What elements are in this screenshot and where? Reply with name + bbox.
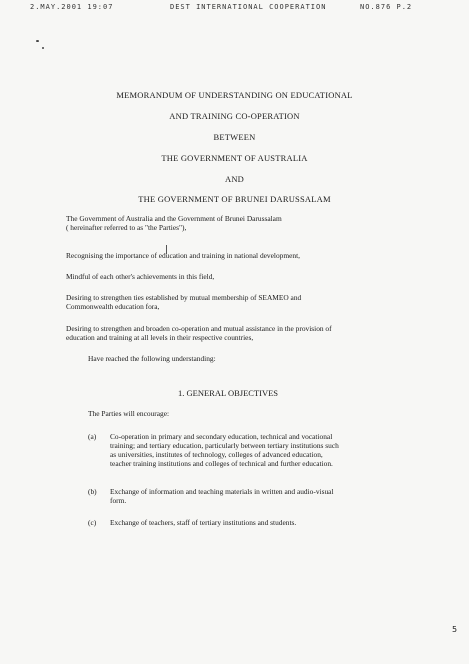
list-item: [110, 432, 406, 468]
preamble-parties: [66, 214, 396, 232]
text-line: Have reached the following understanding:: [88, 354, 216, 363]
title-line: THE GOVERNMENT OF BRUNEI DARUSSALAM: [138, 194, 331, 204]
text-line: Mindful of each other's achievements in this field,: [66, 272, 215, 281]
scan-speck: [36, 40, 39, 42]
text-line: Desiring to strengthen and broaden co-operation and mutual assistance in the provision of: [66, 324, 332, 333]
title-line: AND TRAINING CO-OPERATION: [169, 111, 300, 121]
preamble-desiring-cooperation: [66, 324, 406, 342]
title-line: MEMORANDUM OF UNDERSTANDING ON EDUCATIONAL: [116, 90, 353, 100]
text-line: The Parties will encourage:: [88, 409, 170, 418]
title-line: AND: [224, 174, 244, 184]
preamble-mindful: [66, 272, 396, 281]
text-line: training; and tertiary education, particularly between tertiary institutions such: [110, 441, 339, 450]
title-line: THE GOVERNMENT OF AUSTRALIA: [161, 153, 308, 163]
text-line: Co-operation in primary and secondary education, technical and vocational: [110, 432, 333, 441]
text-line: Exchange of information and teaching materials in written and audio-visual: [110, 487, 334, 496]
text-line: Recognising the importance of education and training in national development,: [66, 251, 300, 260]
text-line: teacher training institutions and colleges of technical and further education.: [110, 459, 333, 468]
list-item: [110, 518, 406, 527]
preamble-recognising: [66, 251, 396, 260]
text-line: education and training at all levels in their respective countries,: [66, 333, 254, 342]
preamble-desiring-ties: [66, 293, 406, 311]
section-intro: [88, 409, 388, 418]
text-line: as universities, institutes of technology, colleges of advanced education,: [110, 450, 323, 459]
scan-speck: [42, 47, 44, 49]
text-line: Commonwealth education fora,: [66, 302, 160, 311]
preamble-reached: [88, 354, 388, 363]
text-line: The Government of Australia and the Government of Brunei Darussalam: [66, 214, 282, 223]
list-item-label: (a): [88, 432, 97, 441]
list-item-label: (b): [88, 487, 97, 496]
text-line: form.: [110, 496, 127, 505]
list-item-label: (c): [88, 518, 97, 527]
text-line: Desiring to strengthen ties established by mutual membership of SEAMEO and: [66, 293, 302, 302]
text-line: Exchange of teachers, staff of tertiary institutions and students.: [110, 518, 297, 527]
section-heading-general-objectives: 1. GENERAL OBJECTIVES: [178, 388, 279, 398]
title-line: BETWEEN: [213, 132, 256, 142]
page-edge-mark: 5: [452, 625, 458, 634]
list-item: [110, 487, 406, 505]
fax-number-info: NO.876 P.2: [360, 3, 413, 11]
text-line: ( hereinafter referred to as "the Parties"),: [66, 223, 187, 232]
fax-transmission-header: [30, 3, 450, 13]
fax-sender: DEST INTERNATIONAL COOPERATION: [170, 3, 327, 11]
fax-date-time: 2.MAY.2001 19:07: [30, 3, 114, 11]
